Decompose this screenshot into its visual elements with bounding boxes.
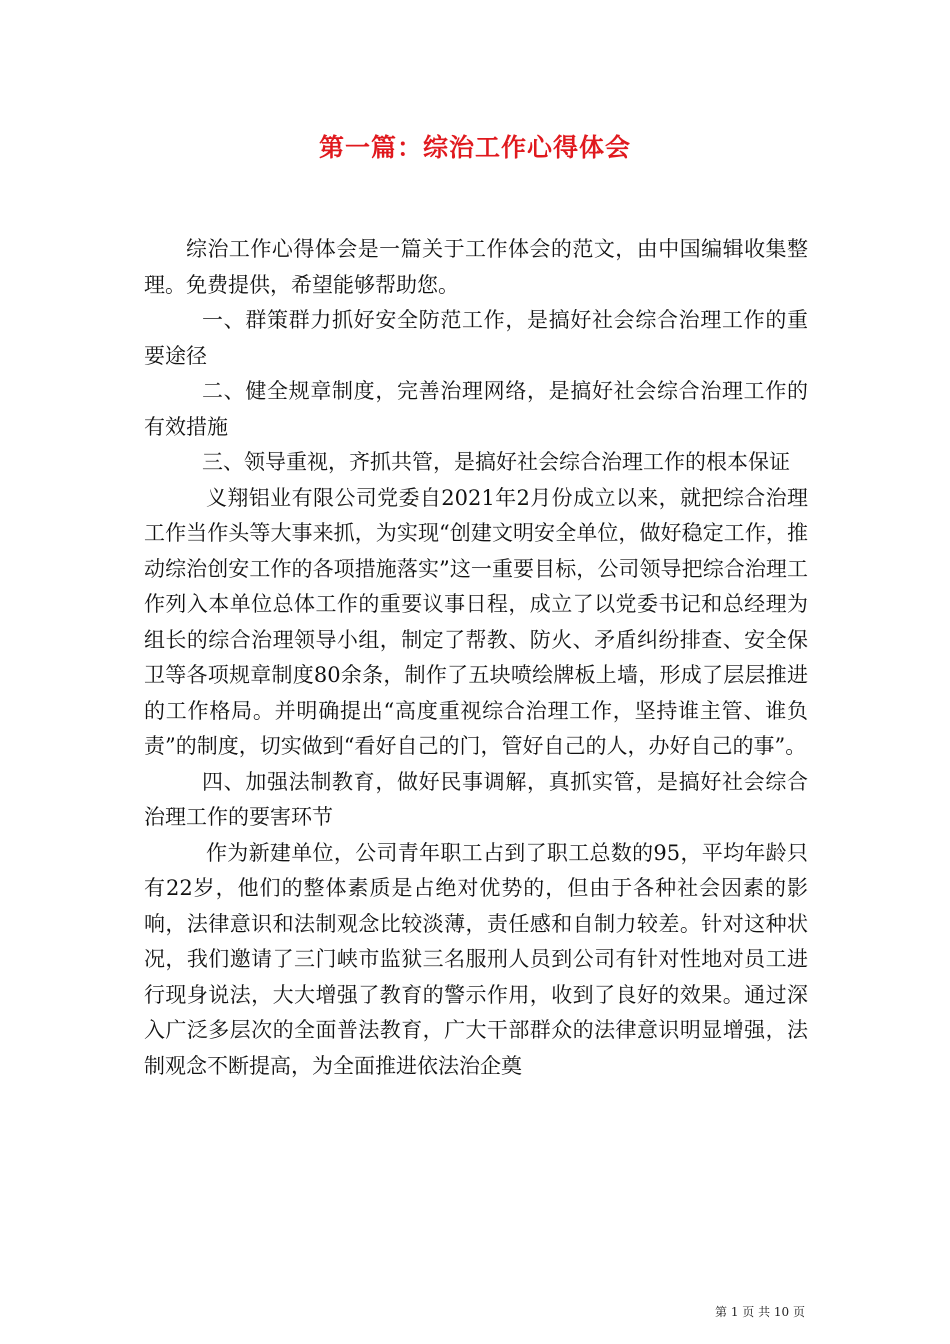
body-paragraph-2: 作为新建单位，公司青年职工占到了职工总数的95，平均年龄只有22岁，他们的整体素质是占绝对优势的，但由于各种社会因素的影响，法律意识和法制观念比较淡薄，责任感和自制力较差。针对这种状况，我们邀请了三门峡市监狱三名服刑人员到公司有针对性地对员工进行现身说法，大大增强了教育的警示作用，收到了良好的效果。通过深入广泛多层次的全面普法教育，广大干部群众的法律意识明显增强，法制观念不断提高，为全面推进依法治企奠 <box>144 840 808 1078</box>
document-body <box>144 232 808 1084</box>
heading-paragraph-1: 一、群策群力抓好安全防范工作，是搞好社会综合治理工作的重要途径 <box>144 308 808 368</box>
heading-paragraph-4: 四、加强法制教育，做好民事调解，真抓实管，是搞好社会综合治理工作的要害环节 <box>144 769 808 829</box>
page-number: 第 1 页 共 10 页 <box>715 1305 805 1319</box>
heading-paragraph-3: 三、领导重视，齐抓共管，是搞好社会综合治理工作的根本保证 <box>202 450 790 474</box>
body-paragraph-1: 义翔铝业有限公司党委自2021年2月份成立以来，就把综合治理工作当作头等大事来抓，为实现“创建文明安全单位，做好稳定工作，推动综治创安工作的各项措施落实”这一重要目标，公司领导把综合治理工作列入本单位总体工作的重要议事日程，成立了以党委书记和总经理为组长的综合治理领导小组，制定了帮教、防火、矛盾纠纷排查、安全保卫等各项规章制度80余条，制作了五块喷绘牌板上墙，形成了层层推进的工作格局。并明确提出“高度重视综合治理工作，坚持谁主管、谁负责”的制度，切实做到“看好自己的门，管好自己的人，办好自己的事”。 <box>144 485 808 758</box>
heading-paragraph-2: 二、健全规章制度，完善治理网络，是搞好社会综合治理工作的有效措施 <box>144 379 808 439</box>
document-title: 第一篇：综治工作心得体会 <box>318 133 631 162</box>
intro-paragraph: 综治工作心得体会是一篇关于工作体会的范文，由中国编辑收集整理。免费提供，希望能够帮助您。 <box>144 237 808 297</box>
